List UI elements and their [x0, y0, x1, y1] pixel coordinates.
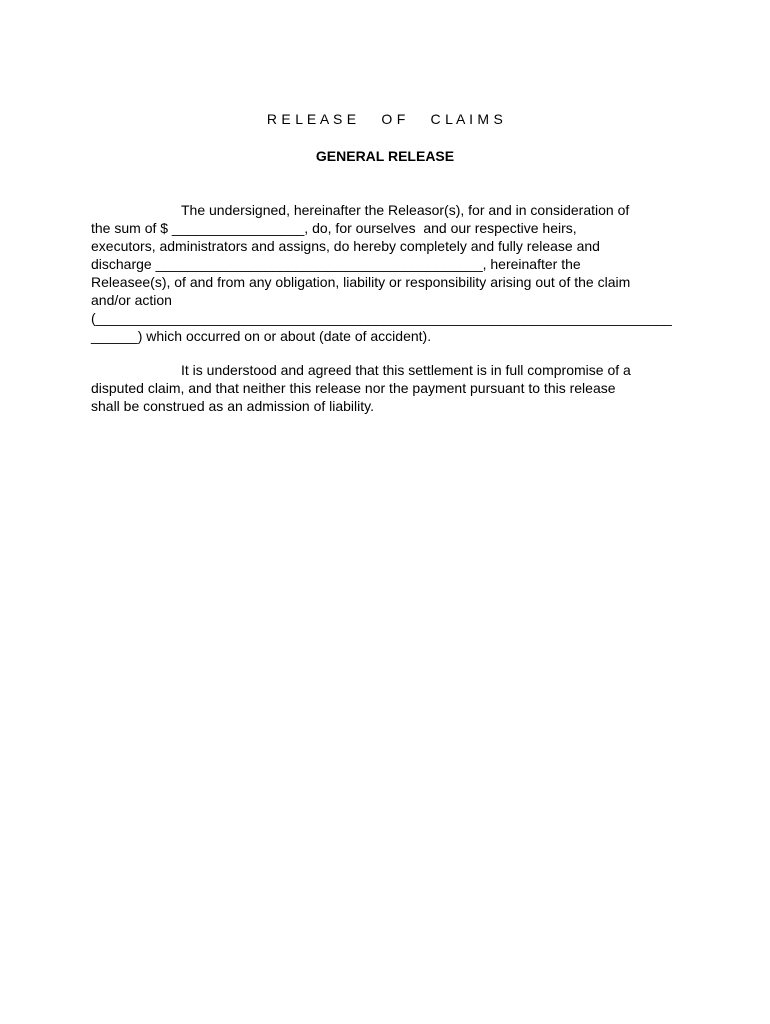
document-title: R E L E A S E O F C L A I M S	[266, 111, 504, 127]
paragraph-line: It is understood and agreed that this settlement is in full compromise of a	[181, 362, 631, 378]
document-subtitle: GENERAL RELEASE	[315, 148, 455, 164]
settlement-paragraph	[91, 361, 681, 415]
paragraph-line: executors, administrators and assigns, do hereby completely and fully release and	[91, 238, 600, 254]
paragraph-line: The undersigned, hereinafter the Releasor(s), for and in consideration of	[181, 202, 630, 218]
paragraph-line: (__________________________________________________________________________	[91, 310, 672, 326]
release-paragraph	[91, 201, 681, 345]
paragraph-line: shall be construed as an admission of liability.	[91, 398, 375, 414]
paragraph-line: ______) which occurred on or about (date of accident).	[91, 328, 432, 344]
paragraph-line: discharge __________________________________________, hereinafter the	[91, 256, 581, 272]
paragraph-line: disputed claim, and that neither this release nor the payment pursuant to this release	[91, 380, 616, 396]
paragraph-line: Releasee(s), of and from any obligation, liability or responsibility arising out of the claim	[91, 274, 631, 290]
paragraph-line: the sum of $ _________________, do, for ourselves and our respective heirs,	[91, 220, 577, 236]
paragraph-line: and/or action	[91, 292, 172, 308]
